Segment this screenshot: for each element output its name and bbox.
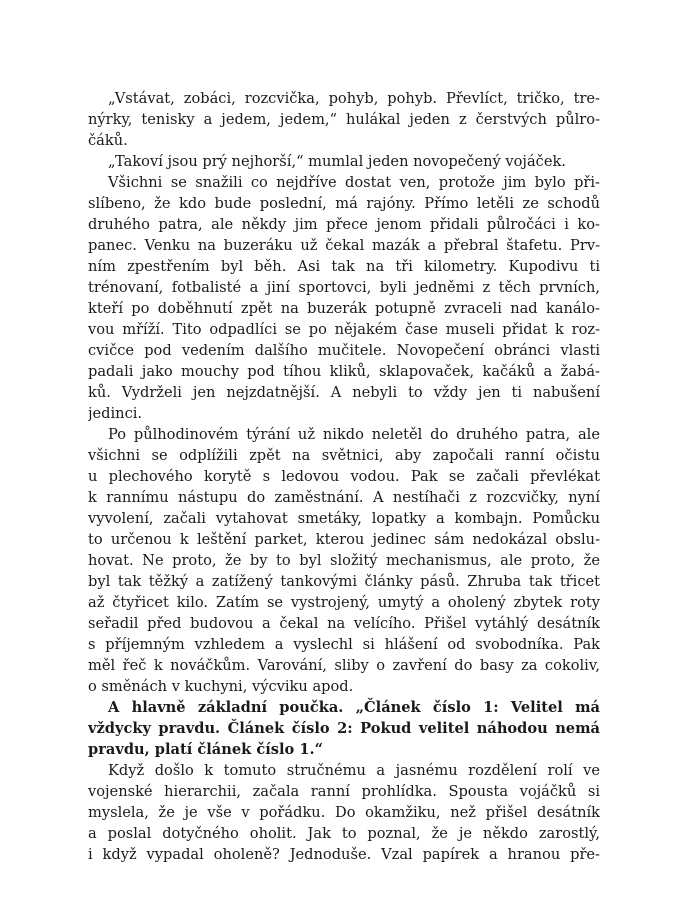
text-line: pravdu, platí článek číslo 1.“ [88,741,323,758]
text-line: A hlavně základní poučka. „Článek číslo 1: Velitel má [108,699,600,716]
text-line: byl tak těžký a zatížený tankovými články pásů. Zhruba tak třicet [88,573,600,590]
text-line: padali jako mouchy pod tíhou kliků, sklapovaček, kačáků a žabá- [88,363,600,380]
text-line: myslela, že je vše v pořádku. Do okamžiku, než přišel desátník [88,804,600,821]
text-line: Všichni se snažili co nejdříve dostat ven, protože jim bylo při- [108,174,600,191]
text-line: měl řeč k nováčkům. Varování, sliby o zavření do basy za cokoliv, [88,657,600,674]
bold-paragraph [88,697,600,760]
text-line: seřadil před budovou a čekal na velícího. Přišel vytáhlý desátník [88,615,600,632]
text-line: a poslal dotyčného oholit. Jak to poznal, že je někdo zarostlý, [88,825,600,842]
text-line: jedinci. [88,405,143,422]
text-line: i když vypadal oholeně? Jednoduše. Vzal papírek a hranou pře- [88,846,600,863]
paragraph [88,151,600,172]
text-line: slíbeno, že kdo bude poslední, má rajóny. Přímo letěli ze schodů [88,195,600,212]
text-line: hovat. Ne proto, že by to byl složitý mechanismus, ale proto, že [88,552,600,569]
paragraph [88,88,600,151]
text-line: u plechového korytě s ledovou vodou. Pak se začali převlékat [88,468,600,485]
text-line: až čtyřicet kilo. Zatím se vystrojený, umytý a oholený zbytek roty [88,594,600,611]
text-line: druhého patra, ale někdy jim přece jenom přidali půlročáci i ko- [88,216,600,233]
paragraph [88,172,600,424]
text-line: všichni se odplížili zpět na světnici, aby započali ranní očistu [88,447,600,464]
text-line: trénovaní, fotbalisté a jiní sportovci, byli jedněmi z těch prvních, [88,279,600,296]
text-line: „Takoví jsou prý nejhorší,“ mumlal jeden novopečený vojáček. [108,153,566,170]
book-page [88,88,600,865]
text-line: vždycky pravdu. Článek číslo 2: Pokud velitel náhodou nemá [88,720,600,737]
paragraph [88,760,600,865]
text-line: s příjemným vzhledem a vyslechl si hlášení od svobodníka. Pak [88,636,600,653]
text-line: kteří po doběhnutí zpět na buzerák potupně zvraceli nad kanálo- [88,300,600,317]
text-line: nýrky, tenisky a jedem, jedem,“ hulákal jeden z čerstvých půlro- [88,111,600,128]
text-line: Když došlo k tomuto stručnému a jasnému rozdělení rolí ve [108,762,600,779]
text-line: cvičce pod vedením dalšího mučitele. Novopečení obránci vlasti [88,342,600,359]
paragraph [88,424,600,697]
text-line: ním zpestřením byl běh. Asi tak na tři kilometry. Kupodivu ti [88,258,600,275]
text-line: k rannímu nástupu do zaměstnání. A nestíhači z rozcvičky, nyní [88,489,600,506]
text-line: Po půlhodinovém týrání už nikdo neletěl do druhého patra, ale [108,426,600,443]
text-line: ků. Vydrželi jen nejzdatnější. A nebyli to vždy jen ti nabušení [88,384,600,401]
text-line: panec. Venku na buzeráku už čekal mazák a přebral štafetu. Prv- [88,237,600,254]
text-line: vyvolení, začali vytahovat smetáky, lopatky a kombajn. Pomůcku [88,510,600,527]
text-line: čáků. [88,132,128,149]
text-line: „Vstávat, zobáci, rozcvička, pohyb, pohyb. Převlíct, tričko, tre- [108,90,600,107]
text-line: o směnách v kuchyni, výcviku apod. [88,678,354,695]
text-line: to určenou k leštění parket, kterou jedinec sám nedokázal obslu- [88,531,600,548]
text-line: vou mříží. Tito odpadlíci se po nějakém čase museli přidat k roz- [88,321,600,338]
text-line: vojenské hierarchii, začala ranní prohlídka. Spousta vojáčků si [88,783,600,800]
